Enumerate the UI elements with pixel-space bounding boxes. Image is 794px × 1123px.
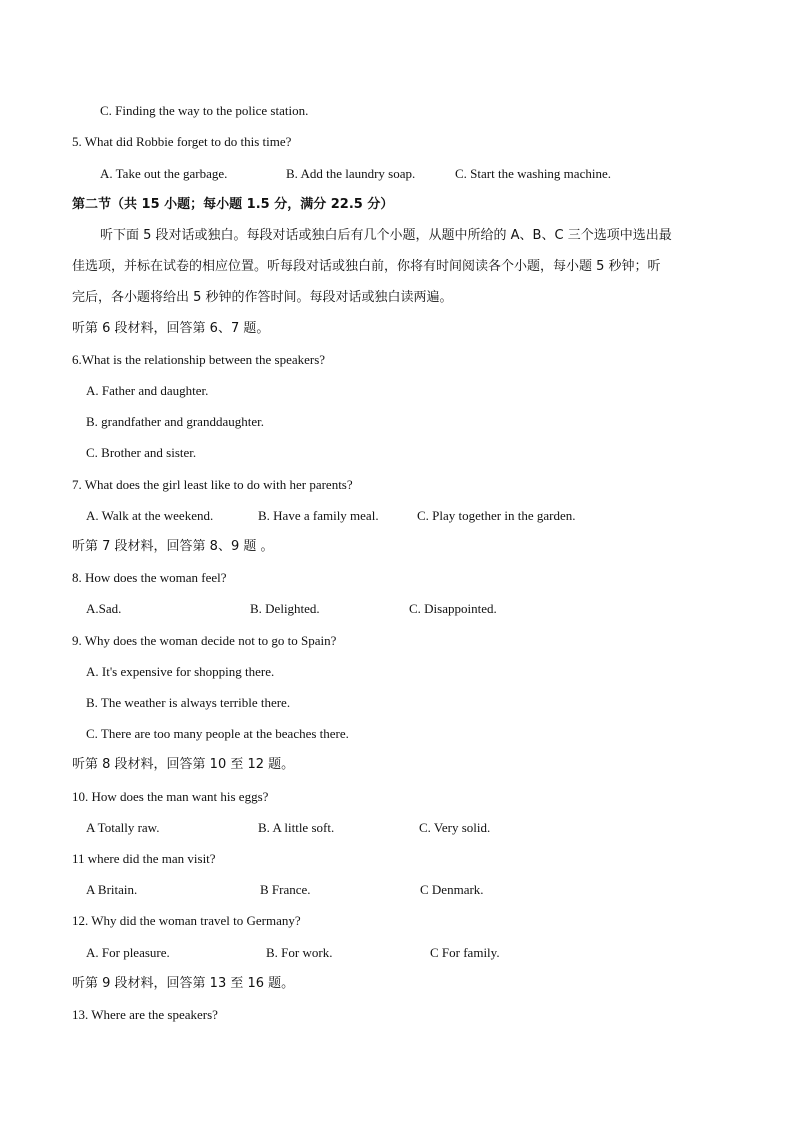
q12-option-a: A. For pleasure.: [86, 945, 170, 960]
section2-title: 第二节（共 15 小题；每小题 1.5 分，满分 22.5 分）: [72, 197, 394, 212]
material6-heading: 听第 6 段材料，回答第 6、7 题。: [72, 321, 270, 336]
q12-option-b: B. For work.: [266, 945, 333, 960]
q6-question: 6.What is the relationship between the speakers?: [72, 352, 326, 367]
q5-option-c: C. Start the washing machine.: [455, 166, 611, 181]
q7-option-c: C. Play together in the garden.: [417, 508, 576, 523]
q9-question: 9. Why does the woman decide not to go to Spain?: [72, 633, 337, 648]
section2-instructions-line3: 完后，各小题将给出 5 秒钟的作答时间。每段对话或独白读两遍。: [72, 290, 453, 305]
q5-option-b: B. Add the laundry soap.: [286, 166, 416, 181]
q10-option-c: C. Very solid.: [419, 820, 491, 835]
q7-option-b: B. Have a family meal.: [258, 508, 379, 523]
section2-instructions-line1: 听下面 5 段对话或独白。每段对话或独白后有几个小题，从题中所给的 A、B、C 三个选项中选出最: [100, 228, 672, 243]
q6-option-c: C. Brother and sister.: [86, 445, 197, 460]
q5-option-a: A. Take out the garbage.: [100, 166, 228, 181]
q11-option-c: C Denmark.: [420, 882, 484, 897]
material8-heading: 听第 8 段材料，回答第 10 至 12 题。: [72, 757, 295, 772]
q6-option-b: B. grandfather and granddaughter.: [86, 414, 264, 429]
q7-question: 7. What does the girl least like to do with her parents?: [72, 477, 353, 492]
q8-question: 8. How does the woman feel?: [72, 570, 227, 585]
q13-question: 13. Where are the speakers?: [72, 1007, 218, 1022]
q9-option-b: B. The weather is always terrible there.: [86, 695, 291, 710]
q9-option-a: A. It's expensive for shopping there.: [86, 664, 275, 679]
q9-option-c: C. There are too many people at the beaches there.: [86, 726, 349, 741]
q11-question: 11 where did the man visit?: [72, 851, 216, 866]
q8-option-b: B. Delighted.: [250, 601, 320, 616]
q12-question: 12. Why did the woman travel to Germany?: [72, 913, 301, 928]
q11-option-a: A Britain.: [86, 882, 138, 897]
q12-option-c: C For family.: [430, 945, 500, 960]
q10-option-a: A Totally raw.: [86, 820, 160, 835]
material9-heading: 听第 9 段材料，回答第 13 至 16 题。: [72, 976, 295, 991]
q11-option-b: B France.: [260, 882, 311, 897]
q4-option-c: C. Finding the way to the police station.: [100, 103, 309, 118]
q6-option-a: A. Father and daughter.: [86, 383, 209, 398]
section2-instructions-line2: 佳选项，并标在试卷的相应位置。听每段对话或独白前，你将有时间阅读各个小题，每小题 5 秒钟；听: [72, 259, 661, 274]
q8-option-a: A.Sad.: [86, 601, 122, 616]
q5-question: 5. What did Robbie forget to do this time?: [72, 134, 292, 149]
material7-heading: 听第 7 段材料，回答第 8、9 题 。: [72, 539, 274, 554]
q10-question: 10. How does the man want his eggs?: [72, 789, 269, 804]
q7-option-a: A. Walk at the weekend.: [86, 508, 214, 523]
q10-option-b: B. A little soft.: [258, 820, 335, 835]
q8-option-c: C. Disappointed.: [409, 601, 497, 616]
